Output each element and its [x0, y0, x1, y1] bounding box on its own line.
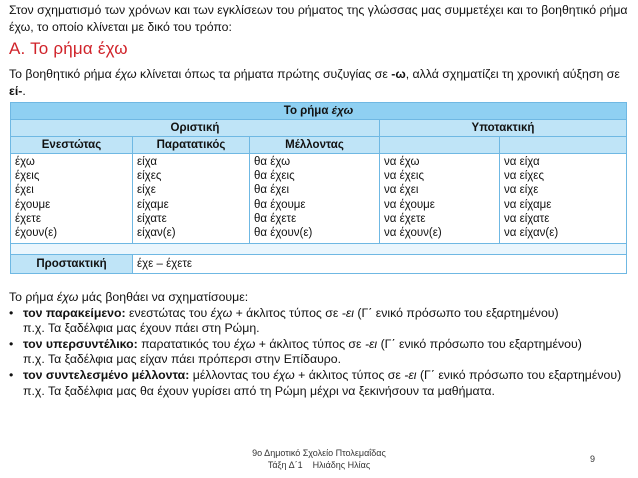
- tense-blank: [500, 137, 627, 154]
- form-cell: θα έχεις: [254, 170, 295, 183]
- tense-blank: [380, 137, 500, 154]
- uses-section: [9, 290, 634, 399]
- form-cell: να είχες: [504, 170, 544, 183]
- section-heading: Α. Το ρήμα έχω: [9, 39, 128, 58]
- form-cell: είχες: [137, 170, 162, 183]
- table-title-prefix: Το ρήμα: [283, 105, 332, 117]
- forms-subjunctive-past: [500, 154, 627, 244]
- use-suffix: -ει: [341, 305, 354, 320]
- form-cell: έχουμε: [15, 198, 51, 211]
- spacer-cell: [11, 244, 627, 255]
- use-example: π.χ. Τα ξαδέλφια μας έχουν πάει στη Ρώμη.: [23, 321, 260, 336]
- form-cell: θα έχουν(ε): [254, 227, 313, 240]
- form-cell: έχουν(ε): [15, 227, 58, 240]
- page-number: 9: [590, 454, 596, 464]
- table-title-verb: έχω: [331, 105, 354, 117]
- imperative-label: Προστακτική: [11, 255, 133, 274]
- paragraph-ending: -ω: [391, 67, 406, 81]
- use-item-future-perfect: [9, 368, 634, 384]
- footer-class-author: Τάξη Δ΄1 Ηλιάδης Ηλίας: [267, 460, 371, 470]
- use-text: μέλλοντας του: [189, 367, 274, 382]
- uses-lead-text: μάς βοηθάει να σχηματίσουμε:: [78, 290, 249, 304]
- form-cell: να έχετε: [384, 212, 426, 225]
- form-cell: είχαν(ε): [137, 227, 176, 240]
- conjugation-table: [10, 102, 627, 274]
- mood-row: [11, 120, 627, 137]
- use-verb: έχω: [233, 336, 256, 351]
- use-text: (Γ΄ ενικό πρόσωπο του εξαρτημένου): [416, 367, 622, 382]
- tense-present: Ενεστώτας: [11, 137, 133, 154]
- uses-lead-verb: έχω: [56, 290, 79, 304]
- form-cell: να έχουμε: [384, 198, 435, 211]
- spacer-row: [11, 244, 627, 255]
- use-text: (Γ΄ ενικό πρόσωπο του εξαρτημένου): [377, 336, 582, 351]
- table-title: [11, 103, 627, 120]
- form-cell: είχε: [137, 184, 156, 197]
- forms-present: [11, 154, 133, 244]
- forms-imperfect: [133, 154, 250, 244]
- use-item-pluperfect: [9, 337, 634, 353]
- tense-future: Μέλλοντας: [250, 137, 380, 154]
- use-term: τον παρακείμενο:: [23, 305, 126, 320]
- tense-row: [11, 137, 627, 154]
- uses-lead-text: Το ρήμα: [9, 290, 57, 304]
- use-text: + άκλιτος τύπος σε: [255, 336, 365, 351]
- form-cell: να έχουν(ε): [384, 227, 442, 240]
- use-example: π.χ. Τα ξαδέλφια μας είχαν πάει πρόπερσι στην Επίδαυρο.: [23, 352, 342, 367]
- use-text: + άκλιτος τύπος σε: [232, 305, 342, 320]
- form-cell: έχεις: [15, 170, 40, 183]
- forms-row: [11, 154, 627, 244]
- form-cell: να είχαν(ε): [504, 227, 559, 240]
- intro-text: [9, 2, 634, 36]
- form-cell: είχατε: [137, 212, 167, 225]
- paragraph-text: , αλλά σχηματίζει τη χρονική αύξηση σε: [405, 67, 620, 81]
- form-cell: έχει: [15, 184, 34, 197]
- paragraph-verb: έχω: [115, 67, 137, 81]
- intro-paragraph: Στον σχηματισμό των χρόνων και των εγκλίσεων του ρήματος της γλώσσας μας συμμετέχει και το βοηθητικό ρήμα έχω, το οποίο κλίνεται με δικό του τρόπο:: [9, 3, 628, 34]
- use-suffix: -ει: [404, 367, 417, 382]
- form-cell: θα έχω: [254, 156, 291, 168]
- mood-indicative: Οριστική: [11, 120, 380, 137]
- form-cell: να έχω: [384, 156, 420, 168]
- form-cell: είχαμε: [137, 198, 169, 211]
- forms-future: [250, 154, 380, 244]
- paragraph-text: κλίνεται όπως τα ρήματα πρώτης συζυγίας σε: [136, 67, 392, 81]
- form-cell: έχω: [15, 156, 35, 168]
- imperative-forms: έχε – έχετε: [133, 255, 627, 274]
- use-item-perfect: [9, 306, 634, 322]
- forms-subjunctive-present: [380, 154, 500, 244]
- form-cell: να είχε: [504, 184, 539, 197]
- imperative-row: [11, 255, 627, 274]
- paragraph-text: Το βοηθητικό ρήμα: [9, 67, 116, 81]
- mood-subjunctive: Υποτακτική: [380, 120, 627, 137]
- use-text: (Γ΄ ενικό πρόσωπο του εξαρτημένου): [353, 305, 559, 320]
- paragraph-augment: εί-: [9, 84, 23, 98]
- description-paragraph: [9, 66, 634, 100]
- uses-lead: [9, 290, 634, 306]
- use-suffix: -ει: [364, 336, 378, 351]
- use-term: τον υπερσυντέλικο:: [23, 336, 138, 351]
- form-cell: είχα: [137, 156, 158, 168]
- paragraph-text: .: [22, 84, 26, 98]
- form-cell: να είχα: [504, 156, 540, 168]
- footer-school: 9ο Δημοτικό Σχολείο Πτολεμαΐδας: [252, 448, 386, 458]
- form-cell: να είχαμε: [504, 198, 552, 211]
- use-text: ενεστώτας του: [125, 305, 211, 320]
- tense-imperfect: Παρατατικός: [133, 137, 250, 154]
- table-title-row: [11, 103, 627, 120]
- form-cell: θα έχει: [254, 184, 290, 197]
- form-cell: να έχεις: [384, 170, 424, 183]
- use-text: + άκλιτος τύπος σε: [294, 367, 405, 382]
- use-term: τον συντελεσμένο μέλλοντα:: [23, 367, 190, 382]
- form-cell: να είχατε: [504, 212, 550, 225]
- use-verb: έχω: [273, 367, 295, 382]
- footer: [0, 447, 638, 471]
- form-cell: θα έχουμε: [254, 198, 306, 211]
- form-cell: έχετε: [15, 212, 41, 225]
- use-verb: έχω: [210, 305, 233, 320]
- use-text: παρατατικός του: [137, 336, 234, 351]
- form-cell: να έχει: [384, 184, 419, 197]
- form-cell: θα έχετε: [254, 212, 297, 225]
- use-example: π.χ. Τα ξαδέλφια μας θα έχουν γυρίσει από τη Ρώμη μέχρι να ξεκινήσουν τα μαθήματα.: [23, 383, 495, 398]
